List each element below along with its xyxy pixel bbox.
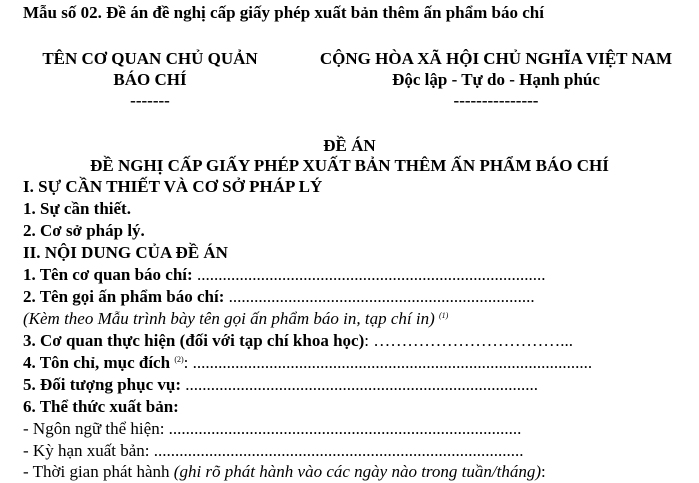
release-time-label: - Thời gian phát hành <box>23 462 174 481</box>
item-6-label: 6. Thể thức xuất bản: <box>23 397 179 416</box>
template-note-text: (Kèm theo Mẫu trình bày tên gọi ấn phẩm báo in, tạp chí in) <box>23 309 435 328</box>
item-5-label: 5. Đối tượng phục vụ: <box>23 375 182 394</box>
section-1-item-1: 1. Sự cần thiết. <box>23 199 131 218</box>
item-5-fill-line: ................................................................................... <box>181 375 539 394</box>
frequency-line: - Kỳ hạn xuất bản: ....................................................................................... <box>23 441 524 460</box>
item-2-row <box>23 287 535 307</box>
item-1-label: 1. Tên cơ quan báo chí: <box>23 265 193 284</box>
right-header-divider: --------------- <box>453 91 539 110</box>
item-2-fill-line: ........................................................................ <box>224 287 535 306</box>
item-3-fill-line: : ……………………………... <box>364 331 573 350</box>
item-4-fill-line: : .............................................................................................. <box>183 353 593 372</box>
agency-name-line2: BÁO CHÍ <box>113 70 187 89</box>
release-time-colon: : <box>541 462 546 481</box>
item-3-row <box>23 331 573 351</box>
form-title: Mẫu số 02. Đề án đề nghị cấp giấy phép xuất bản thêm ấn phẩm báo chí <box>23 3 544 22</box>
left-header-divider: ------- <box>130 91 170 110</box>
section-2-heading: II. NỘI DUNG CỦA ĐỀ ÁN <box>23 243 228 262</box>
document-subtitle: ĐỀ NGHỊ CẤP GIẤY PHÉP XUẤT BẢN THÊM ẤN PHẨM BÁO CHÍ <box>90 156 609 175</box>
footnote-2-marker: (2) <box>174 355 184 364</box>
release-time-line <box>23 462 546 482</box>
item-3-label: 3. Cơ quan thực hiện (đối với tạp chí khoa học) <box>23 331 365 350</box>
template-note <box>23 309 448 329</box>
footnote-1-marker: (1) <box>438 311 449 320</box>
release-time-hint: (ghi rõ phát hành vào các ngày nào trong tuần/tháng) <box>173 462 541 481</box>
item-1-fill-line: .................................................................................. <box>192 265 546 284</box>
item-4-label: 4. Tôn chỉ, mục đích <box>23 353 171 372</box>
section-1-heading: I. SỰ CẦN THIẾT VÀ CƠ SỞ PHÁP LÝ <box>23 177 323 196</box>
item-5-row <box>23 375 538 395</box>
item-4-row <box>23 353 592 373</box>
national-motto: Độc lập - Tự do - Hạnh phúc <box>392 70 600 89</box>
section-1-item-2: 2. Cơ sở pháp lý. <box>23 221 145 240</box>
item-1-row <box>23 265 545 285</box>
item-2-label: 2. Tên gọi ấn phẩm báo chí: <box>23 287 225 306</box>
language-line: - Ngôn ngữ thể hiện: ................................................................................... <box>23 419 522 438</box>
document-title: ĐỀ ÁN <box>323 136 376 155</box>
country-name: CỘNG HÒA XÃ HỘI CHỦ NGHĨA VIỆT NAM <box>319 49 673 68</box>
agency-name-line1: TÊN CƠ QUAN CHỦ QUẢN <box>42 49 258 68</box>
